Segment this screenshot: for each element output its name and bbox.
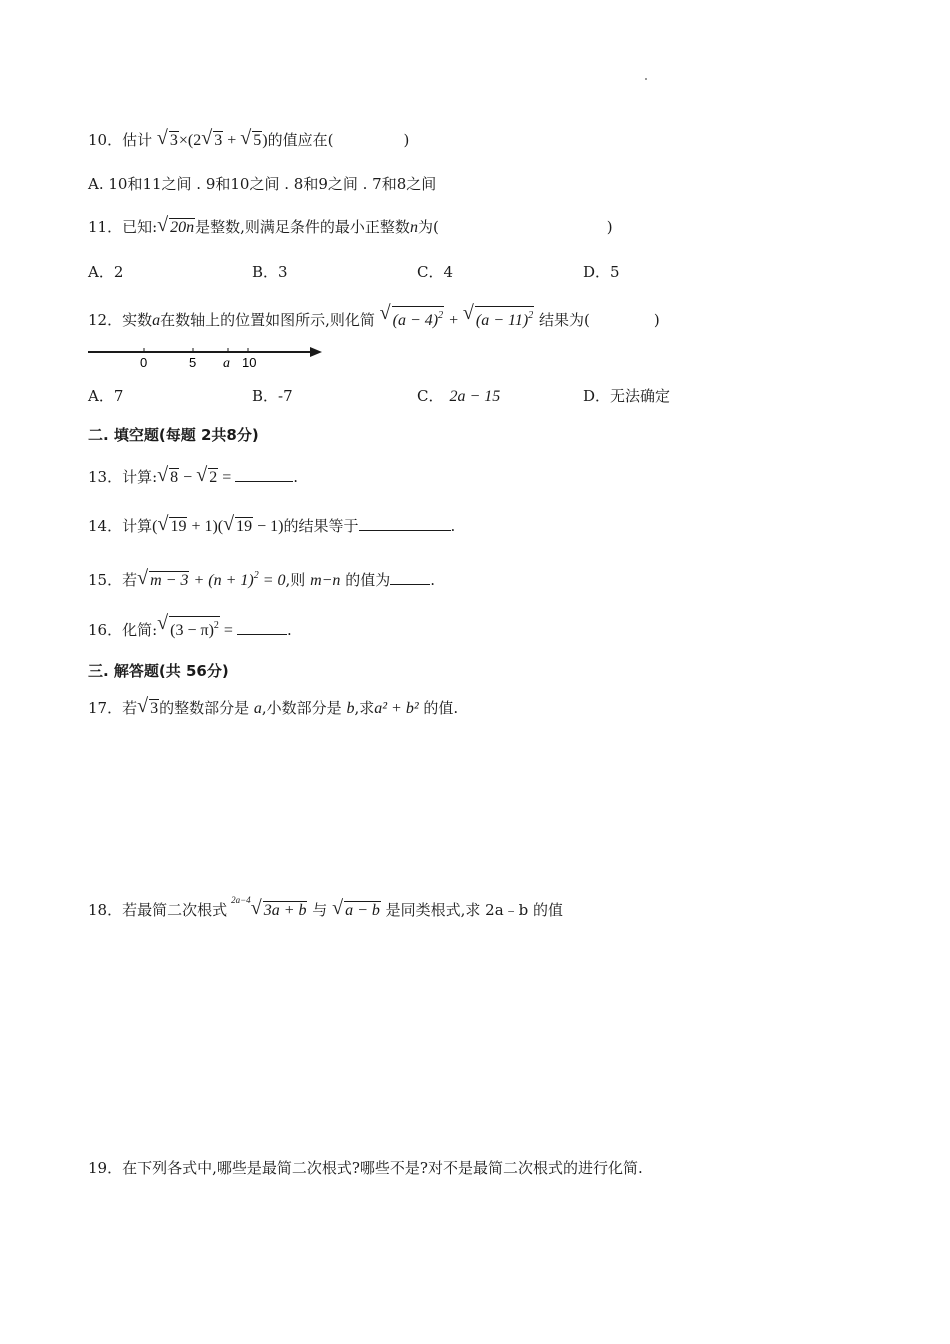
section-3-title: 三. 解答题(共 56分) [88, 662, 229, 680]
section-2-title: 二. 填空题(每题 2共8分) [88, 426, 259, 444]
question-number: 12． [88, 311, 123, 329]
stray-dot [645, 78, 647, 80]
question-number: 16． [88, 621, 123, 639]
radical-index: 2a−4 [231, 895, 251, 905]
answer-blank [235, 467, 293, 482]
tick-label-5: 5 [189, 355, 197, 370]
math-expression: √ $(a - 4)^2$ + √ $(a - 11)^2$ [380, 312, 535, 329]
question-18: 18．若最简二次根式$^{2a-4}$√ 3a + b 与 √ a − b 是同类根式,求 2a﹣b 的值 [88, 890, 563, 921]
option-d: D．5 [583, 263, 620, 281]
option-b: B．3 [252, 263, 288, 281]
question-number: 15． [88, 571, 123, 589]
question-12: 12．实数a在数轴上的位置如图所示,则化简 √ $(a - 4)^2$ + √ $(a - 11)^2$ 结果为( ) [88, 306, 660, 331]
answer-blank [390, 570, 430, 585]
question-number: 18． [88, 901, 123, 919]
tick-label-0: 0 [140, 355, 148, 370]
question-16: 16．化简:√ $(3 - \pi)^2$ = . [88, 616, 292, 641]
tick-label-a: a [223, 356, 230, 370]
option-c: C． 2a − 15 [417, 387, 501, 405]
number-line [88, 344, 328, 370]
question-19 [88, 1158, 643, 1178]
option-c: C．4 [417, 263, 454, 281]
option-d: D．无法确定 [583, 387, 671, 405]
question-number: 11． [88, 218, 123, 236]
question-text: 的值应在( [267, 131, 334, 149]
question-number: 19． [88, 1159, 123, 1177]
question-number: 13． [88, 468, 123, 486]
option-a: A．2 [88, 263, 124, 281]
question-number: 14． [88, 517, 123, 535]
question-10-options: A. 10和11之间 . 9和10之间 . 8和9之间 . 7和8之间 [88, 175, 437, 193]
question-text: 是整数,则满足条件的最小正整数 [195, 218, 410, 236]
math-expression: (√ 19 + 1)(√ 19 − 1) [152, 518, 283, 535]
math-expression: √ $(3 - \pi)^2$ = [157, 622, 237, 639]
math-expression: √ 20n [158, 218, 195, 238]
arrow-right-icon [310, 347, 322, 357]
question-13: 13．计算:√ 8 − √ 2 = . [88, 467, 298, 488]
question-11: 11．已知:√ 20n是整数,则满足条件的最小正整数n为( ) [88, 217, 613, 238]
question-10: 10．估计 √ 3×(2√ 3 + √ 5)的值应在( ) [88, 130, 409, 151]
option-a: A．7 [88, 387, 124, 405]
question-number: 17． [88, 699, 123, 717]
math-expression: √ $m - 3 + (n + 1)^2 = 0$ [137, 572, 285, 589]
question-17: 17．若√ 3的整数部分是 a,小数部分是 b,求a² + b² 的值. [88, 698, 458, 719]
answer-blank [237, 620, 287, 635]
tick-label-10: 10 [242, 355, 257, 370]
question-15: 15．若√ $m - 3 + (n + 1)^2 = 0$,则 m−n 的值为 . [88, 566, 435, 591]
math-expression: √ 3×(2√ 3 + √ 5) [157, 132, 268, 149]
option-b: B．-7 [252, 387, 293, 405]
question-14: 14．计算(√ 19 + 1)(√ 19 − 1)的结果等于 . [88, 516, 455, 537]
question-number: 10． [88, 131, 123, 149]
question-text: 已知: [122, 218, 158, 236]
math-expression: √ 8 − √ 2 = [157, 469, 235, 486]
question-text: 估计 [122, 131, 153, 149]
question-text: 在下列各式中,哪些是最简二次根式?哪些不是?对不是最简二次根式的进行化简. [122, 1159, 643, 1177]
answer-blank [359, 516, 451, 531]
